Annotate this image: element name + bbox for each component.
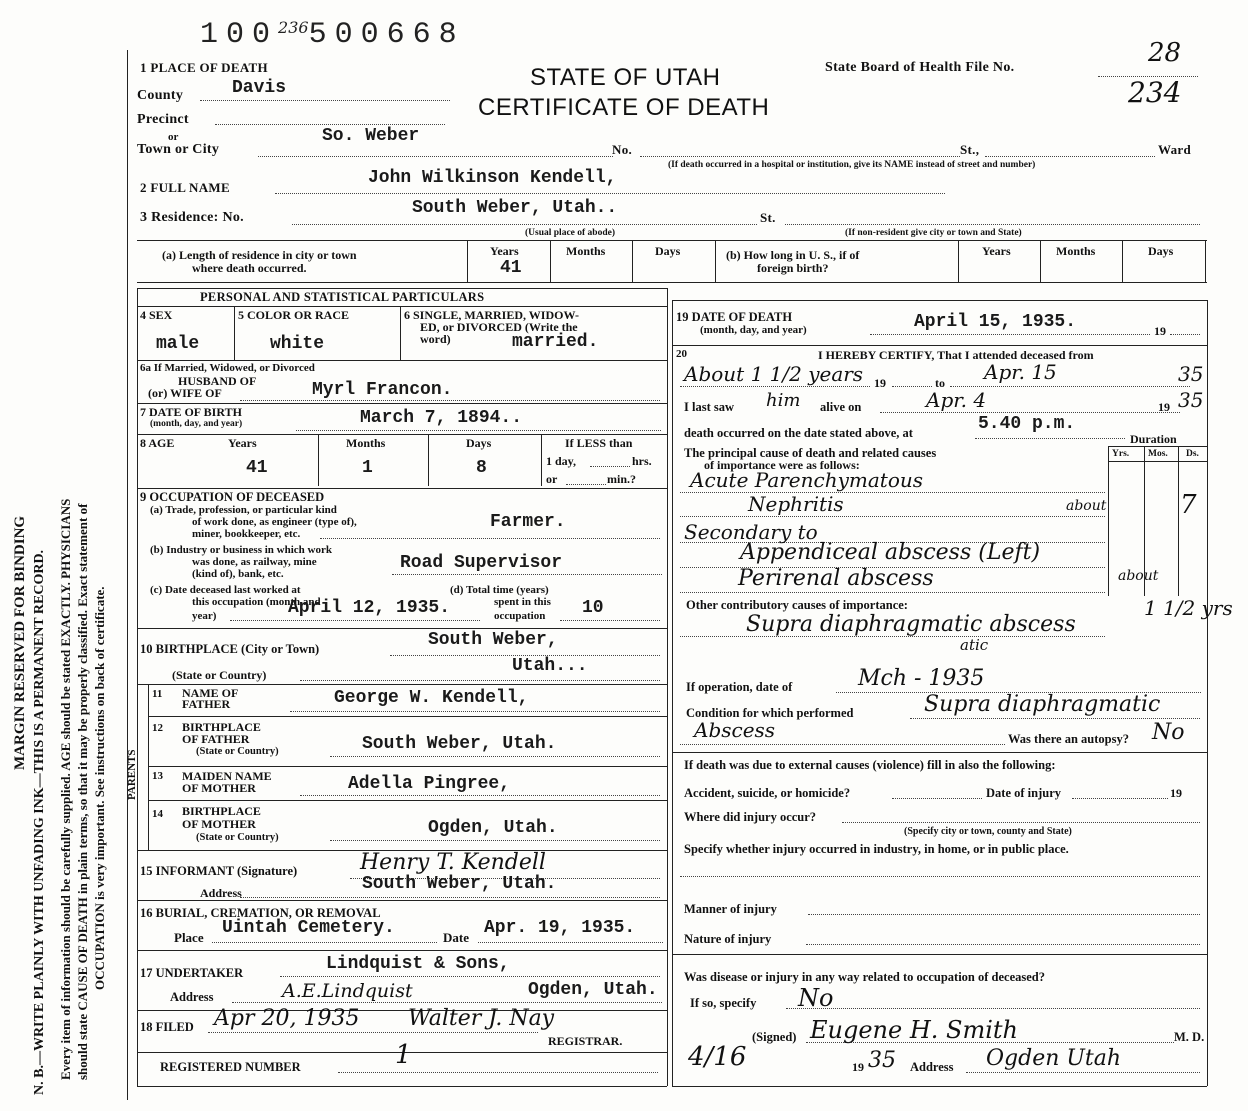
birthplace-sub: (State or Country) <box>172 668 267 682</box>
occ-last-worked-value: April 12, 1935. <box>288 598 451 618</box>
fbirth-label-b: OF FATHER <box>182 732 250 746</box>
mother-value: Adella Pingree, <box>348 774 511 794</box>
length-residence-label-b: where death occurred. <box>192 261 307 275</box>
duration-label: Duration <box>1130 432 1177 446</box>
autopsy-value: No <box>1152 720 1185 745</box>
cause-label-b: of importance were as follows: <box>704 458 860 472</box>
occ-b2: was done, as railway, mine <box>192 556 317 568</box>
marital-label-b: ED, or DIVORCED (Write the <box>420 320 578 334</box>
attended-from: About 1 1/2 years <box>684 362 864 386</box>
file-no-a: 28 <box>1148 38 1182 68</box>
age-months-label: Months <box>346 436 386 450</box>
alive-on-value: Apr. 4 <box>926 388 987 412</box>
mother-label-b: OF MOTHER <box>182 781 256 795</box>
occ-a1: (a) Trade, profession, or particular kind <box>150 504 337 516</box>
father-label-b: FATHER <box>182 697 231 711</box>
operation-label: If operation, date of <box>686 680 793 694</box>
registrar-signature: Walter J. Nay <box>408 1006 555 1031</box>
where-label: Where did injury occur? <box>684 810 817 824</box>
spouse-label-c: (or) WIFE OF <box>148 386 222 400</box>
mbirth-label-b: OF MOTHER <box>182 817 256 831</box>
age-years-label: Years <box>228 436 257 450</box>
attended-19: 19 <box>874 376 886 390</box>
undertaker-address-signature: A.E.Lindquist <box>282 980 413 1002</box>
serial-handwritten: 236 <box>278 18 309 37</box>
operation-date: Mch - 1935 <box>858 666 985 691</box>
res-years-label: Years <box>490 244 519 258</box>
father-value: George W. Kendell, <box>334 688 529 708</box>
less-label-e: min.? <box>607 472 637 486</box>
us-label-b: foreign birth? <box>757 261 829 275</box>
injury-date-label: Date of injury <box>986 786 1061 800</box>
form-title-2: CERTIFICATE OF DEATH <box>478 94 770 121</box>
file-no-label: State Board of Health File No. <box>825 60 1015 75</box>
mbirth-label-c: (State or Country) <box>196 832 279 843</box>
informant-address: South Weber, Utah. <box>362 874 557 894</box>
sign-address-value: Ogden Utah <box>986 1046 1122 1071</box>
occ-c2: this occupation (month and <box>192 596 321 608</box>
color-value: white <box>270 334 325 354</box>
occ-total-time-value: 10 <box>582 598 604 618</box>
occ-b1: (b) Industry or business in which work <box>150 544 332 556</box>
file-no-b: 234 <box>1128 76 1182 109</box>
dob-label-b: (month, day, and year) <box>150 419 243 429</box>
occ-a2: of work done, as engineer (type of), <box>192 516 357 528</box>
us-months-label: Months <box>1056 244 1096 258</box>
manner-label: Manner of injury <box>684 902 777 916</box>
spouse-label-b: HUSBAND OF <box>178 374 257 388</box>
registered-number-value: 1 <box>395 1040 412 1070</box>
alive-on-19: 19 <box>1158 400 1170 414</box>
age-years-value: 41 <box>246 458 268 478</box>
autopsy-label: Was there an autopsy? <box>1008 732 1129 746</box>
physician-signature: Eugene H. Smith <box>810 1016 1018 1044</box>
spouse-value: Myrl Francon. <box>312 380 453 400</box>
margin-binding: MARGIN RESERVED FOR BINDING <box>12 515 28 770</box>
md-label: M. D. <box>1174 1030 1205 1044</box>
sign-address-label: Address <box>910 1060 954 1074</box>
birthplace-state: Utah... <box>512 656 588 676</box>
death-date-label-a: 19 DATE OF DEATH <box>676 310 793 324</box>
sign-date: 4/16 <box>688 1042 747 1072</box>
county-label: County <box>137 88 184 103</box>
related-value: No <box>798 984 834 1012</box>
form-title-1: STATE OF UTAH <box>530 64 721 91</box>
father-label-a: NAME OF <box>182 686 239 700</box>
undertaker-label: 17 UNDERTAKER <box>140 966 244 980</box>
burial-place-value: Uintah Cemetery. <box>222 918 395 938</box>
occ-c3: year) <box>192 610 217 622</box>
usual-abode-note: (Usual place of abode) <box>525 228 615 238</box>
occ-industry-value: Road Supervisor <box>400 553 563 573</box>
informant-label: 15 INFORMANT (Signature) <box>140 864 298 878</box>
no-label: No. <box>612 142 633 157</box>
less-label-c: hrs. <box>632 454 652 468</box>
signed-label: (Signed) <box>752 1030 797 1044</box>
sign-19: 19 <box>852 1060 864 1074</box>
burial-date-label: Date <box>443 930 469 945</box>
nature-label: Nature of injury <box>684 932 772 946</box>
last-saw-label: I last saw <box>684 400 735 414</box>
ward-label: Ward <box>1158 142 1191 157</box>
undertaker-address-value: Ogden, Utah. <box>528 980 658 1000</box>
birthplace-city: South Weber, <box>428 630 558 650</box>
alive-on-year: 35 <box>1178 388 1204 412</box>
place-of-death-label: 1 PLACE OF DEATH <box>140 60 268 75</box>
marital-label-a: 6 SINGLE, MARRIED, WIDOW- <box>404 308 580 322</box>
registered-number-label: REGISTERED NUMBER <box>160 1060 301 1074</box>
st-label: St., <box>960 142 980 157</box>
cause-4: Appendiceal abscess (Left) <box>740 540 1041 565</box>
spouse-label-a: 6a If Married, Widowed, or Divorced <box>140 362 315 374</box>
condition-label: Condition for which performed <box>686 706 854 720</box>
precinct-label: Precinct <box>137 112 189 127</box>
registrar-label: REGISTRAR. <box>548 1034 623 1048</box>
age-days-label: Days <box>466 436 492 450</box>
birthplace-label: 10 BIRTHPLACE (City or Town) <box>140 642 320 656</box>
fbirth-label-c: (State or Country) <box>196 746 279 757</box>
age-label: 8 AGE <box>140 436 175 450</box>
residence-st-label: St. <box>760 210 776 225</box>
dob-label-a: 7 DATE OF BIRTH <box>140 405 242 419</box>
specify-label: Specify whether injury occurred in industry, in home, or in public place. <box>684 842 1069 856</box>
cause-5-duration: about <box>1118 568 1159 584</box>
burial-label: 16 BURIAL, CREMATION, OR REMOVAL <box>140 906 381 920</box>
res-months-label: Months <box>566 244 606 258</box>
last-saw-pron: him <box>766 390 801 411</box>
occurred-label: death occurred on the date stated above, at <box>684 426 913 440</box>
certify-num: 20 <box>676 348 687 360</box>
cause-1: Acute Parenchymatous <box>690 468 924 492</box>
death-date-label-b: (month, day, and year) <box>700 324 807 336</box>
residence-label: 3 Residence: No. <box>140 210 244 225</box>
cause-5: Perirenal abscess <box>738 566 934 591</box>
full-name-label: 2 FULL NAME <box>140 180 230 195</box>
occ-c1: (c) Date deceased last worked at <box>150 584 301 596</box>
margin-instructions-2: Every item of information should be carefully supplied. AGE should be stated EXACTLY. PHYSICIANS <box>58 498 73 1080</box>
us-label-a: (b) How long in U. S., if of <box>726 248 860 262</box>
ifso-label: If so, specify <box>690 996 757 1010</box>
contributory-cause-1b: atic <box>960 636 989 654</box>
margin-instructions-3: should state CAUSE OF DEATH in plain terms, so that it may be properly classified. Exact statement of <box>75 503 90 1080</box>
attended-to: Apr. 15 <box>984 360 1057 384</box>
external-label: If death was due to external causes (violence) fill in also the following: <box>684 758 1056 772</box>
attended-year: 35 <box>1178 362 1204 386</box>
occ-trade-value: Farmer. <box>490 512 566 532</box>
certify-label: I HEREBY CERTIFY, That I attended deceased from <box>818 348 1094 362</box>
less-label-d: or <box>546 472 558 486</box>
cause-3: Secondary to <box>684 520 818 544</box>
marital-value: married. <box>512 332 599 352</box>
res-years-value: 41 <box>500 258 522 278</box>
burial-date-value: Apr. 19, 1935. <box>484 918 636 938</box>
burial-place-label: Place <box>174 930 204 945</box>
residence-value: South Weber, Utah.. <box>412 198 618 218</box>
cause-2-duration: 7 <box>1180 490 1197 520</box>
filed-label: 18 FILED <box>140 1020 194 1034</box>
less-label-a: If LESS than <box>565 436 633 450</box>
cause-2-dur-pre: about <box>1066 498 1107 514</box>
dur-ds-label: Ds. <box>1186 449 1199 459</box>
margin-rule <box>127 50 128 1100</box>
informant-address-label: Address <box>200 886 242 900</box>
occ-b3: (kind of), bank, etc. <box>192 568 284 580</box>
hospital-note: (If death occurred in a hospital or institution, give its NAME instead of street and number) <box>668 160 1036 170</box>
occupation-label: 9 OCCUPATION OF DECEASED <box>140 490 325 504</box>
death-year-suffix: 19 <box>1154 324 1166 338</box>
mother-label-a: MAIDEN NAME <box>182 769 272 783</box>
dob-value: March 7, 1894.. <box>360 408 523 428</box>
mbirth-value: Ogden, Utah. <box>428 818 558 838</box>
less-label-b: 1 day, <box>546 454 577 468</box>
fbirth-label-a: BIRTHPLACE <box>182 720 261 734</box>
condition-2: Abscess <box>694 718 776 742</box>
sex-value: male <box>156 334 200 354</box>
age-months-value: 1 <box>362 458 373 478</box>
sex-label: 4 SEX <box>140 308 173 322</box>
informant-signature: Henry T. Kendell <box>360 850 546 875</box>
contributory-duration: 1 1/2 yrs <box>1144 596 1233 620</box>
serial-number: $100^{236}500668$ <box>200 18 465 52</box>
dur-mos-label: Mos. <box>1148 449 1168 459</box>
undertaker-address-label: Address <box>170 990 214 1004</box>
fbirth-value: South Weber, Utah. <box>362 734 557 754</box>
town-value: So. Weber <box>322 126 420 146</box>
related-label: Was disease or injury in any way related to occupation of deceased? <box>684 970 1045 984</box>
fbirth-num: 12 <box>152 722 163 734</box>
where-note: (Specify city or town, county and State) <box>904 826 1072 837</box>
filed-date: Apr 20, 1935 <box>214 1006 360 1031</box>
sign-year: 35 <box>868 1048 896 1073</box>
alive-on-label: alive on <box>820 400 862 414</box>
color-label: 5 COLOR OR RACE <box>238 308 350 322</box>
accident-label: Accident, suicide, or homicide? <box>684 786 851 800</box>
attended-to-label: to <box>935 376 945 390</box>
margin-instructions-4: OCCUPATION is very important. See instructions on back of certificate. <box>92 586 107 990</box>
death-date-value: April 15, 1935. <box>914 312 1077 332</box>
occ-d3: occupation <box>494 610 546 622</box>
marital-label-c: word) <box>420 332 451 346</box>
county-value: Davis <box>232 78 287 98</box>
town-label: Town or City <box>137 142 220 157</box>
dur-yrs-label: Yrs. <box>1112 449 1130 459</box>
us-years-label: Years <box>982 244 1011 258</box>
father-num: 11 <box>152 688 163 700</box>
cause-2: Nephritis <box>748 492 844 516</box>
us-days-label: Days <box>1148 244 1174 258</box>
occ-d2: spent in this <box>494 596 551 608</box>
parents-side-label: PARENTS <box>126 749 138 800</box>
cause-label-a: The principal cause of death and related causes <box>684 446 937 460</box>
contributory-cause-1: Supra diaphragmatic abscess <box>746 612 1076 637</box>
margin-instructions-1: N. B.—WRITE PLAINLY WITH UNFADING INK—THIS IS A PERMANENT RECORD. <box>32 549 47 1095</box>
mbirth-num: 14 <box>152 808 163 820</box>
occ-a3: miner, bookkeeper, etc. <box>192 528 301 540</box>
contributory-label: Other contributory causes of importance: <box>686 598 908 612</box>
death-time-value: 5.40 p.m. <box>978 414 1076 434</box>
undertaker-value: Lindquist & Sons, <box>326 954 510 974</box>
personal-header: PERSONAL AND STATISTICAL PARTICULARS <box>200 290 485 304</box>
res-days-label: Days <box>655 244 681 258</box>
condition-1: Supra diaphragmatic <box>924 692 1161 717</box>
nonresident-note: (If non-resident give city or town and State) <box>845 228 1022 238</box>
mbirth-label-a: BIRTHPLACE <box>182 804 261 818</box>
full-name-value: John Wilkinson Kendell, <box>368 168 617 188</box>
or-label: or <box>168 131 179 143</box>
length-residence-label-a: (a) Length of residence in city or town <box>162 248 357 262</box>
age-days-value: 8 <box>476 458 487 478</box>
injury-year: 19 <box>1170 786 1182 800</box>
mother-num: 13 <box>152 770 163 782</box>
occ-d1: (d) Total time (years) <box>450 584 549 596</box>
